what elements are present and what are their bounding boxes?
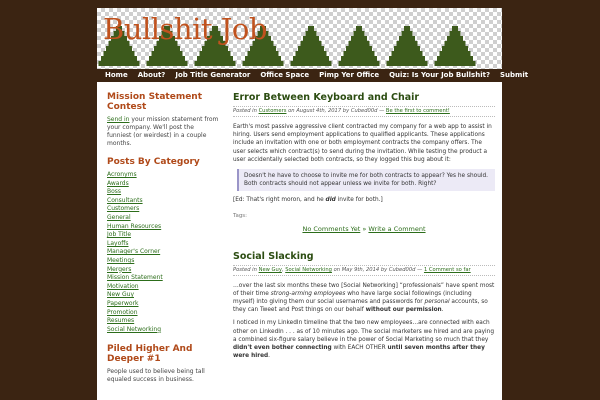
text-span: invite for both.]	[335, 197, 383, 204]
nav-job-title-generator[interactable]: Job Title Generator	[175, 71, 251, 79]
text-span: who have large social followings (including myself) into giving them our social usernames and passwords for	[233, 290, 472, 306]
piled-heading: Piled Higher And Deeper #1	[107, 344, 193, 365]
nav-about[interactable]: About?	[137, 71, 166, 79]
category-mergers[interactable]: Mergers	[107, 265, 132, 273]
post-title[interactable]: Social Slacking	[233, 250, 314, 262]
category-social-networking[interactable]: Social Networking	[107, 325, 162, 333]
no-comments-link[interactable]: No Comments Yet	[302, 224, 361, 233]
post-links	[233, 225, 495, 233]
category-awards[interactable]: Awards	[107, 179, 129, 187]
category-paperwork[interactable]: Paperwork	[107, 299, 139, 307]
post-meta	[233, 106, 495, 117]
quote-text: Doesn't he have to choose to invite me for both contracts to appear? Yes he should. Both contracts should not appear unless we invite for both. Right?	[244, 173, 488, 188]
post-paragraph	[233, 282, 495, 315]
bold-text: without our permission	[365, 307, 442, 314]
post-title[interactable]: Error Between Keyboard and Chair	[233, 92, 420, 103]
post-paragraph	[233, 196, 495, 204]
meta-sep: —	[377, 108, 386, 114]
post	[233, 251, 495, 361]
meta-label: Posted in	[233, 108, 259, 114]
text-span: [Ed: That's right moron, and he	[233, 197, 326, 204]
post-meta	[233, 265, 495, 276]
category-layoffs[interactable]: Layoffs	[107, 239, 129, 247]
emphasis-text: personal	[424, 299, 450, 306]
page	[97, 8, 529, 400]
text-span: I noticed in my LinkedIn timeline that the two new employees…are connected with each other on LinkedIn . . . as of 10 minutes ago. The social marketers we hired and are paying a combined six-figure salary believe in the power of Social Marketing so much that they	[233, 320, 495, 343]
category-resumes[interactable]: Resumes	[107, 317, 135, 325]
send-in-link[interactable]: Send in	[107, 116, 130, 123]
tree-icon	[339, 26, 380, 66]
post-paragraph: Earth's most passive aggressive client contracted my company for a web app to assist in hiring. Users send employment applications to qualified applicants. These applications include an invitation with one or both employment contracts the company offers. The user selects which contract(s) to send during the invitation. While testing the product a user accidentally selected both contracts, so they logged this bug about it:	[233, 124, 492, 163]
post-body	[233, 123, 495, 205]
main-nav	[97, 69, 529, 82]
category-mission-statement[interactable]: Mission Statement	[107, 274, 163, 282]
blockquote	[237, 169, 495, 191]
category-consultants[interactable]: Consultants	[107, 196, 143, 204]
categories-heading: Posts By Category	[107, 157, 200, 167]
nav-home[interactable]: Home	[105, 71, 128, 79]
meta-sep: ,	[281, 266, 286, 273]
meta-sep: —	[415, 266, 424, 273]
category-promotion[interactable]: Promotion	[107, 308, 138, 316]
bold-text: until seven months after they were hired	[233, 345, 485, 360]
meta-category-link[interactable]: Customers	[258, 108, 287, 114]
category-general[interactable]: General	[107, 213, 131, 221]
post-paragraph	[233, 319, 495, 360]
site-title[interactable]: Bullshit Job	[103, 12, 267, 46]
piled-text: People used to believe being tall equaled success in business.	[107, 368, 205, 384]
meta-comment-link[interactable]: 1 Comment so far	[423, 266, 471, 273]
post	[233, 92, 495, 233]
main-content	[233, 92, 495, 365]
mission-body: your mission statement from your company. We'll post the funniest (or weirdest) in a couple months.	[107, 116, 219, 147]
meta-date: on May 9th, 2014 by	[331, 266, 389, 273]
meta-category-link[interactable]: Social Networking	[285, 266, 332, 273]
category-list	[107, 171, 220, 334]
meta-author: Cubed00d	[388, 266, 416, 273]
meta-label: Posted in	[233, 266, 259, 273]
category-motivation[interactable]: Motivation	[107, 282, 139, 290]
site-header	[97, 8, 502, 69]
write-comment-link[interactable]: Write a Comment	[368, 224, 426, 233]
emphasis-text: strong-arming employees	[270, 290, 346, 297]
text-span: .	[268, 353, 270, 360]
bold-text: didn't even bother connecting	[233, 345, 332, 352]
category-human-resources[interactable]: Human Resources	[107, 222, 162, 230]
meta-category-link[interactable]: New Guy	[258, 266, 282, 273]
category-managers-corner[interactable]: Manager's Corner	[107, 248, 161, 256]
meta-comment-link[interactable]: Be the first to comment!	[385, 108, 450, 114]
nav-office-space[interactable]: Office Space	[260, 71, 310, 79]
category-new-guy[interactable]: New Guy	[107, 291, 134, 299]
category-boss[interactable]: Boss	[107, 188, 122, 196]
tree-icon	[291, 26, 332, 66]
nav-quiz[interactable]: Quiz: Is Your Job Bullshit?	[389, 71, 491, 79]
text-span: with EACH OTHER	[331, 345, 388, 352]
meta-author: Cubed00d	[350, 108, 378, 114]
post-tags: Tags:	[233, 212, 248, 219]
post-body	[233, 282, 495, 361]
text-span: accounts, so they can Tweet and Post things on our behalf	[233, 299, 488, 314]
links-sep: »	[360, 224, 369, 233]
mission-heading: Mission Statement Contest	[107, 92, 203, 112]
mission-text	[107, 116, 220, 148]
text-span: .	[441, 307, 444, 314]
emphasis-text: did	[325, 197, 336, 204]
nav-submit[interactable]: Submit	[500, 71, 529, 79]
category-job-title[interactable]: Job Title	[107, 231, 132, 239]
tree-icon	[435, 26, 476, 66]
meta-date: on August 4th, 2017 by	[286, 108, 351, 114]
category-meetings[interactable]: Meetings	[107, 256, 135, 264]
tree-icon	[387, 26, 428, 66]
text-span: …over the last six months these two [Social Networking] “professionals” have spent most of their time	[233, 282, 495, 297]
category-customers[interactable]: Customers	[107, 205, 140, 213]
nav-pimp-yer-office[interactable]: Pimp Yer Office	[319, 71, 380, 79]
sidebar	[107, 92, 220, 393]
category-acronyms[interactable]: Acronyms	[107, 171, 137, 178]
